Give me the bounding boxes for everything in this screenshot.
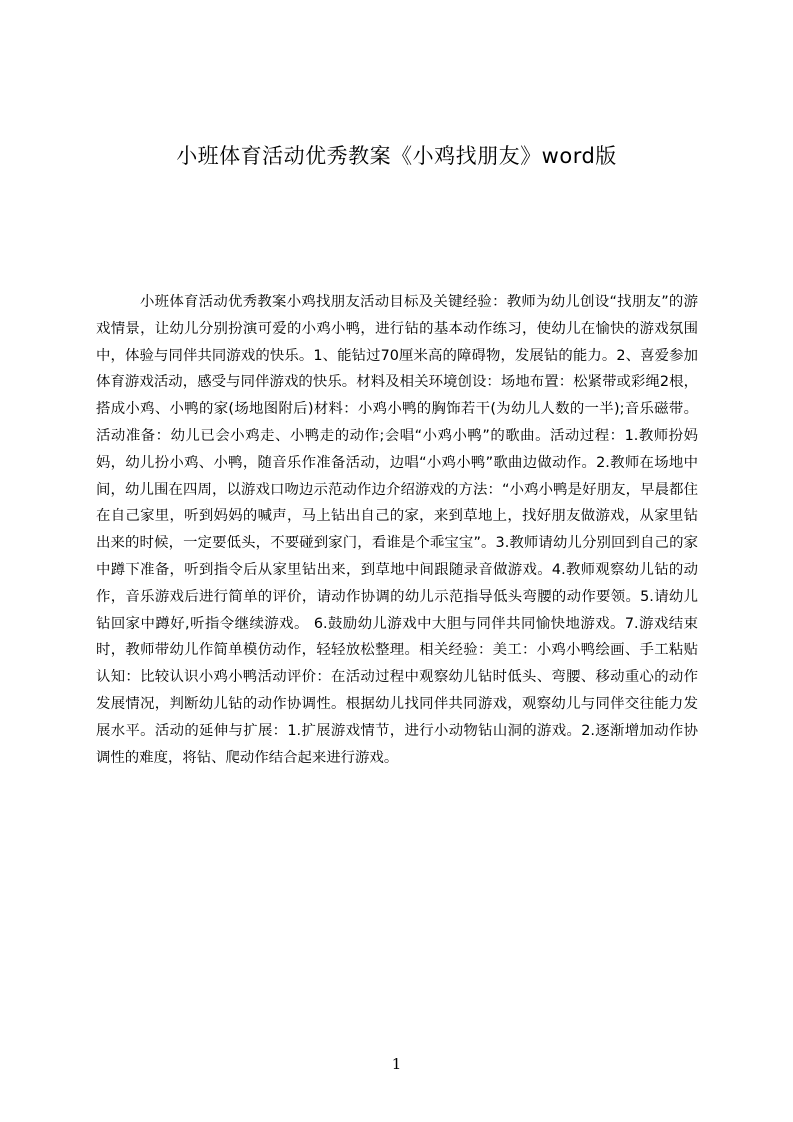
body-paragraph: 小班体育活动优秀教案小鸡找朋友活动目标及关键经验：教师为幼儿创设“找朋友”的游戏情景，让幼儿分别扮演可爱的小鸡小鸭，进行钻的基本动作练习，使幼儿在愉快的游戏氛围中，体验与同伴共同游戏的快乐。1、能钻过70厘米高的障碍物，发展钻的能力。2、喜爱参加体育游戏活动，感受与同伴游戏的快乐。材料及相关环境创设：场地布置：松紧带或彩绳2根，搭成小鸡、小鸭的家(场地图附后)材料：小鸡小鸭的胸饰若干(为幼儿人数的一半);音乐磁带。活动准备：幼儿已会小鸡走、小鸭走的动作;会唱“小鸡小鸭”的歌曲。活动过程：1.教师扮妈妈，幼儿扮小鸡、小鸭，随音乐作准备活动，边唱“小鸡小鸭”歌曲边做动作。2.教师在场地中间，幼儿围在四周，以游戏口吻边示范动作边介绍游戏的方法：“小鸡小鸭是好朋友，早晨都住在自己家里，听到妈妈的喊声，马上钻出自己的家，来到草地上，找好朋友做游戏，从家里钻出来的时候，一定要低头，不要碰到家门，看谁是个乖宝宝”。3.教师请幼儿分别回到自己的家中蹲下准备，听到指令后从家里钻出来，到草地中间跟随录音做游戏。4.教师观察幼儿钻的动作，音乐游戏后进行简单的评价，请动作协调的幼儿示范指导低头弯腰的动作要领。5.请幼儿钻回家中蹲好,听指令继续游戏。 6.鼓励幼儿游戏中大胆与同伴共同愉快地游戏。7.游戏结束时，教师带幼儿作简单模仿动作，轻轻放松整理。相关经验：美工：小鸡小鸭绘画、手工粘贴认知：比较认识小鸡小鸭活动评价：在活动过程中观察幼儿钻时低头、弯腰、移动重心的动作发展情况，判断幼儿钻的动作协调性。根据幼儿找同伴共同游戏，观察幼儿与同伴交往能力发展水平。活动的延伸与扩展：1.扩展游戏情节，进行小动物钻山洞的游戏。2.逐渐增加动作协调性的难度，将钻、爬动作结合起来进行游戏。 xyxy=(96,294,698,766)
document-title: 小班体育活动优秀教案《小鸡找朋友》word版 xyxy=(176,144,617,168)
page-number: 1 xyxy=(391,1055,402,1073)
